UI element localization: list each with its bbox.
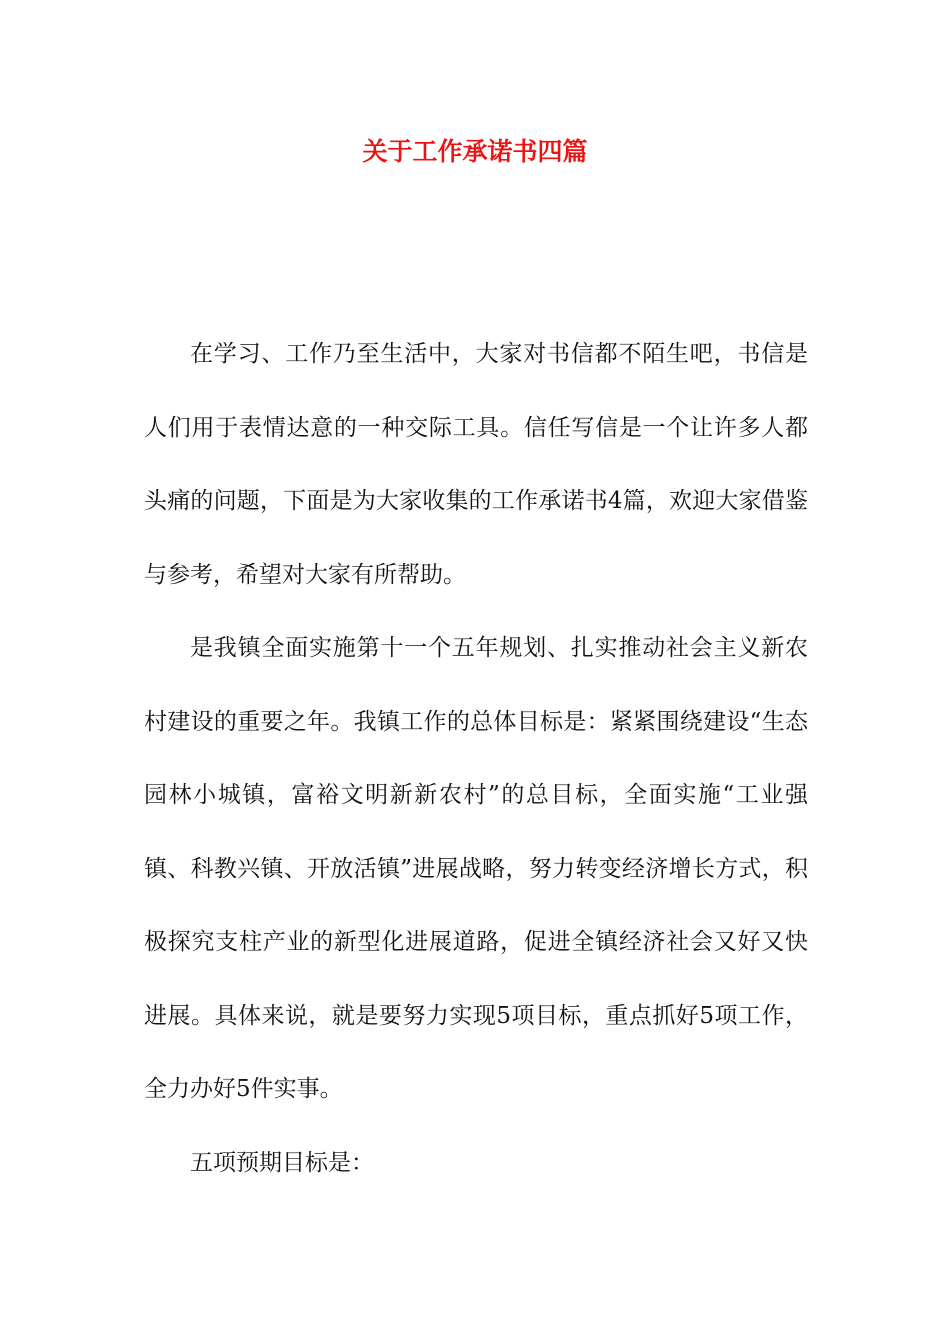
paragraph-targets-heading: 五项预期目标是： [190, 1149, 374, 1176]
document-body [144, 318, 808, 1200]
paragraph-goals: 是我镇全面实施第十一个五年规划、扎实推动社会主义新农村建设的重要之年。我镇工作的总体目标是：紧紧围绕建设“生态园林小城镇，富裕文明新新农村”的总目标，全面实施“工业强镇、科教兴镇、开放活镇”进展战略，努力转变经济增长方式，积极探究支柱产业的新型化进展道路，促进全镇经济社会又好又快进展。具体来说，就是要努力实现5项目标，重点抓好5项工作，全力办好5件实事。 [144, 635, 808, 1102]
document-title: 关于工作承诺书四篇 [362, 137, 588, 166]
paragraph-intro: 在学习、工作乃至生活中，大家对书信都不陌生吧，书信是人们用于表情达意的一种交际工具。信任写信是一个让许多人都头痛的问题，下面是为大家收集的工作承诺书4篇，欢迎大家借鉴与参考，希望对大家有所帮助。 [144, 341, 808, 588]
